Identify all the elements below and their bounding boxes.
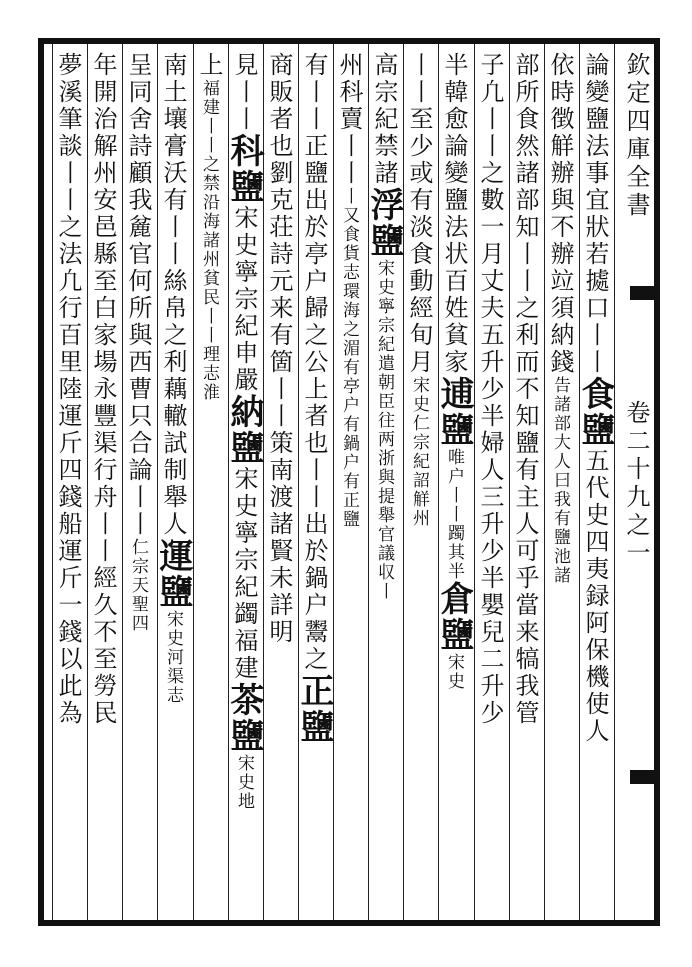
heading-term: 運鹽 xyxy=(153,538,193,610)
column-text: 年開治解州安邑縣至白家場永豐渠行舟丨丨經久不至勞民 xyxy=(89,52,117,727)
column-text: 上 xyxy=(195,52,223,79)
column-text: 部所食然諸部知丨丨之利而不知鹽有主人可乎當来犒我管 xyxy=(511,52,539,727)
text-column xyxy=(404,52,437,912)
heading-term: 納鹽 xyxy=(224,394,264,466)
heading-term: 浮鹽 xyxy=(364,187,404,259)
annotation-text: 理志淮 xyxy=(199,345,219,402)
annotation-text: 福建丨丨之禁 xyxy=(199,79,219,193)
column-text: 宋史寧宗紀申嚴 xyxy=(230,205,258,394)
text-column xyxy=(53,52,86,912)
fish-tail-mark-bottom xyxy=(630,770,660,784)
annotation-text: 丨又食貨志環海之湄有亭户有鍋户有正鹽 xyxy=(339,187,359,529)
column-text: 高宗紀禁諸 xyxy=(370,52,398,187)
volume-label: 卷二十九之一 xyxy=(622,400,650,568)
column-text: 呈同舍詩顧我麄官何所與西曹只合論丨丨 xyxy=(124,52,152,538)
column-text: 商販者也劉克荘詩元来有箇丨丨策南渡諸賢未詳明 xyxy=(265,52,293,646)
annotation-text: 唯户丨丨躅其半 xyxy=(444,448,464,581)
text-column xyxy=(264,52,297,912)
column-text: 宋史寧宗紀蠲福建 xyxy=(230,466,258,682)
column-text: 見丨丨 xyxy=(230,52,258,133)
text-column xyxy=(153,52,193,912)
column-text: 丨丨至少或有淡食動經旬月 xyxy=(405,52,433,376)
column-text: 夢溪筆談丨丨之法凢行百里陸運斤四錢船運斤一錢以此為 xyxy=(54,52,82,727)
text-column xyxy=(334,52,367,912)
column-text: 半韓愈論變鹽法状百姓貧家 xyxy=(440,52,468,376)
heading-term: 倉鹽 xyxy=(434,581,474,653)
text-column xyxy=(434,52,474,912)
heading-term: 茶鹽 xyxy=(224,682,264,754)
column-text: 州科賣丨丨 xyxy=(335,52,363,187)
text-column xyxy=(123,52,156,912)
annotation-text: 宋史寧宗紀遣朝臣往两浙與提舉官議収丨 xyxy=(374,259,394,601)
column-text: 子凢丨丨之數一月丈夫五升少半婦人三升少半嬰兒二升少 xyxy=(476,52,504,727)
text-column xyxy=(475,52,508,912)
text-column xyxy=(364,52,404,912)
heading-term: 科鹽 xyxy=(224,133,264,205)
text-column xyxy=(510,52,543,912)
annotation-text: 仁宗天聖四 xyxy=(128,538,148,633)
heading-term: 逋鹽 xyxy=(434,376,474,448)
column-text: 南土壤膏沃有丨丨絲帛之利藕轍試制舉人 xyxy=(159,52,187,538)
column-text: 有丨丨正鹽出於亭户歸之公上者也丨丨出於鍋户鬻之 xyxy=(300,52,328,673)
annotation-text: 告諸部大人曰我有鹽池諸 xyxy=(550,376,570,585)
column-text: 五代史四夷録阿保機使人 xyxy=(581,448,609,745)
fish-tail-mark-top xyxy=(630,286,660,300)
heading-term: 正鹽 xyxy=(294,673,334,745)
text-column xyxy=(545,52,578,912)
heading-term: 食鹽 xyxy=(575,376,615,448)
text-column xyxy=(88,52,121,912)
column-text: 依時徴觧辦與不辦竝須納錢 xyxy=(546,52,574,376)
book-title: 欽定四庫全書 xyxy=(622,52,650,220)
column-rule xyxy=(614,44,615,920)
text-column xyxy=(224,52,264,912)
annotation-text: 沿海諸州貧民丨丨 xyxy=(199,193,219,345)
text-column xyxy=(294,52,334,912)
text-column xyxy=(194,52,227,912)
column-text: 論變鹽法事宜狀若㨿口丨丨 xyxy=(581,52,609,376)
annotation-text: 宋史地 xyxy=(234,754,254,811)
text-column xyxy=(575,52,615,912)
annotation-text: 宋史仁宗紀詔觧州 xyxy=(409,376,429,528)
annotation-text: 宋史河渠志 xyxy=(163,610,183,705)
annotation-text: 宋史 xyxy=(444,653,464,691)
